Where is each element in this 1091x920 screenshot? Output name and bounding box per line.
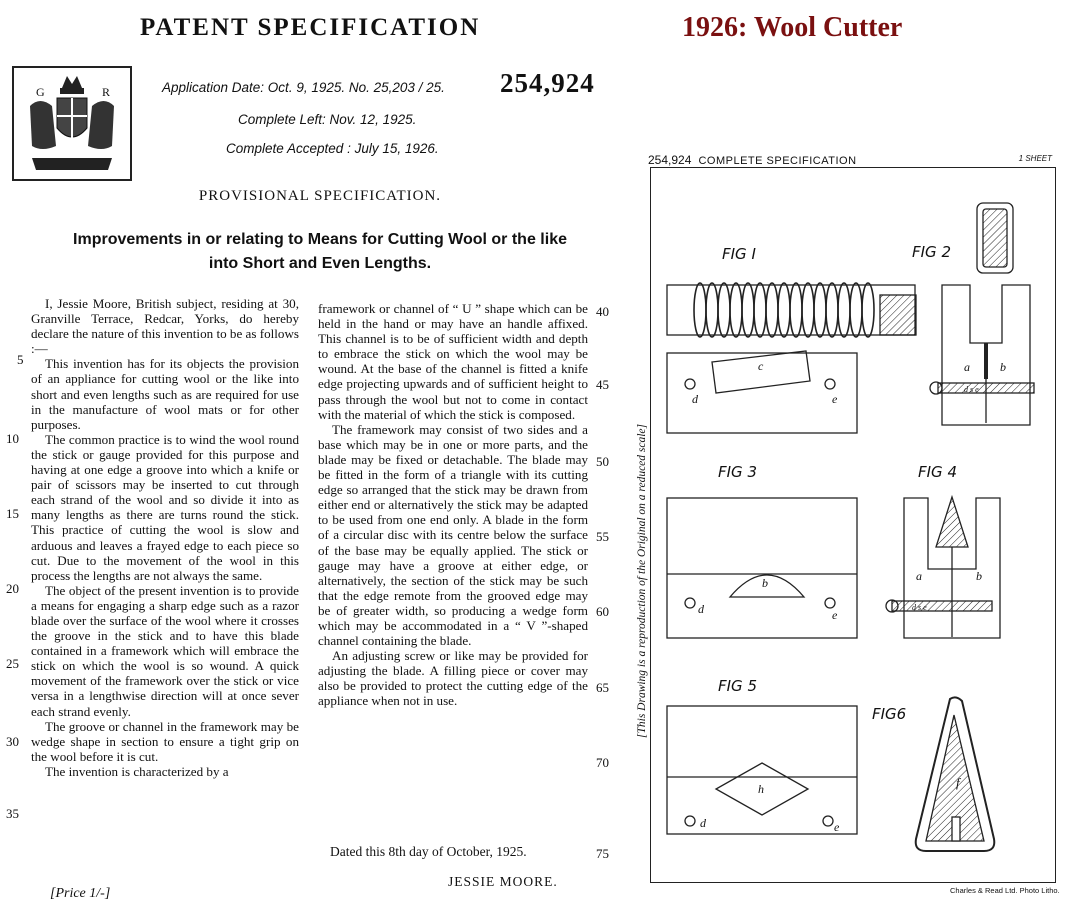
paragraph: The groove or channel in the framework may be wedge shape in section to ensure a tight grip on the wool before it is cut.	[31, 718, 299, 764]
line-number: 45	[596, 377, 609, 392]
part-label: d	[698, 602, 704, 616]
line-number: 60	[596, 604, 609, 619]
part-label: f	[956, 775, 960, 790]
royal-crest-icon	[12, 66, 132, 181]
paragraph: An adjusting screw or like may be provided for adjusting the blade. A filling piece or cover may also be provided to protect the cutting edge of the appliance when not in use.	[318, 648, 588, 709]
paragraph: The common practice is to wind the wool round the stick or gauge provided for this purpose and having at one edge a groove into which a knife or pair of scissors may be inserted to cut through each strand of the wool and so divide it into as many lengths as there are turns round the stick. This practice of cutting the wool is slow and arduous and leaves a frayed edge to each piece so cut. Due to the movement of the wool in this process the lengths are not always the same.	[31, 431, 299, 583]
line-number: 50	[596, 454, 609, 469]
svg-text:R: R	[102, 85, 111, 99]
fig-label: FIG 3	[718, 463, 757, 481]
line-number: 15	[6, 506, 19, 521]
part-label: d	[692, 392, 698, 406]
part-label: e	[834, 820, 840, 834]
side-note	[634, 350, 648, 740]
part-label: d s e	[964, 385, 979, 394]
part-label: a	[964, 360, 970, 374]
line-number: 20	[6, 581, 19, 596]
part-label: c	[758, 359, 764, 373]
part-label: b	[1000, 360, 1006, 374]
patent-drawing	[650, 167, 1056, 883]
dated-line: Dated this 8th day of October, 1925.	[330, 844, 527, 859]
provisional-heading: PROVISIONAL SPECIFICATION.	[198, 188, 442, 204]
line-number: 65	[596, 680, 609, 695]
complete-left-date: Complete Left: Nov. 12, 1925.	[238, 112, 417, 127]
invention-title	[0, 228, 640, 276]
part-label: d s e	[912, 603, 927, 612]
part-label: h	[758, 782, 764, 796]
paragraph: The invention is characterized by a	[45, 763, 229, 779]
patent-heading: PATENT SPECIFICATION	[140, 14, 481, 41]
fig2-drawing	[930, 203, 1034, 425]
part-label: e	[832, 608, 838, 622]
part-label: b	[976, 569, 982, 583]
fig4-drawing	[886, 497, 1000, 638]
line-number: 40	[596, 304, 609, 319]
paragraph: I, Jessie Moore, British subject, residing at 30, Granville Terrace, Redcar, Yorks, do hereby declare the nature of this invention to be as follows :—	[31, 296, 299, 357]
fig-label: FIG 2	[912, 243, 951, 261]
part-label: e	[832, 392, 838, 406]
line-number: 10	[6, 431, 19, 446]
line-number: 25	[6, 656, 19, 671]
complete-accepted-date: Complete Accepted : July 15, 1926.	[226, 141, 439, 156]
fig1-drawing	[667, 283, 916, 433]
part-label: b	[762, 576, 768, 590]
printer-credit: Charles & Read Ltd. Photo Litho.	[950, 886, 1060, 895]
sheet-title: COMPLETE SPECIFICATION	[698, 155, 857, 167]
spec-column-2	[318, 301, 588, 709]
application-date: Application Date: Oct. 9, 1925. No. 25,203 / 25.	[162, 80, 445, 95]
sheet-count: 1 SHEET	[1018, 154, 1052, 163]
patent-number: 254,924	[500, 68, 595, 98]
line-number: 35	[6, 806, 19, 821]
fig5-drawing	[667, 706, 857, 834]
paragraph: The object of the present invention is to provide a means for engaging a sharp edge such as a razor blade over the surface of the wool where it crosses the groove in the stick and to have this blade contained in a framework which will embrace the stick on which the wool is so wound. A quick movement of the framework over the stick or vice versa in a lengthwise direction will at once sever each strand evenly.	[31, 582, 299, 719]
price: [Price 1/-]	[50, 886, 111, 901]
sheet-header	[648, 153, 1056, 167]
line-number: 75	[596, 846, 609, 861]
part-label: a	[916, 569, 922, 583]
signature: JESSIE MOORE.	[448, 874, 558, 889]
invention-title-line1: Improvements in or relating to Means for Cutting Wool or the like	[73, 231, 567, 248]
side-note-text: [This Drawing is a reproduction of the Original on a reduced scale]	[636, 423, 648, 738]
line-number: 5	[17, 352, 24, 367]
spec-column-1	[31, 296, 299, 779]
invention-title-line2: into Short and Even Lengths.	[208, 255, 432, 272]
part-label: d	[700, 816, 706, 830]
fig3-drawing	[667, 498, 857, 638]
svg-text:G: G	[36, 85, 45, 99]
line-number: 55	[596, 529, 609, 544]
paragraph: This invention has for its objects the provision of an appliance for cutting wool or the like into short and even lengths such as are required for use in the manufacture of wool mats or for other purposes.	[31, 356, 299, 432]
fig-label: FIG 4	[918, 463, 957, 481]
display-title: 1926: Wool Cutter	[682, 12, 903, 43]
line-number: 30	[6, 734, 19, 749]
fig6-drawing	[916, 697, 995, 851]
line-number: 70	[596, 755, 609, 770]
sheet-number: 254,924	[648, 153, 692, 167]
fig-label: FIG I	[722, 245, 756, 263]
fig-label: FIG6	[872, 705, 907, 723]
paragraph: framework or channel of “ U ” shape which can be held in the hand or may have an handle affixed. This channel is to be of sufficient width and depth to embrace the stick on which the wool may be wound. At the base of the channel is fitted a knife edge projecting upwards and of sufficient height to pass through the wool but not to come in contact with the material of which the stick is composed.	[318, 301, 588, 422]
fig-label: FIG 5	[718, 677, 757, 695]
paragraph: The framework may consist of two sides and a base which may be in one or more parts, and the blade may be fixed or detachable. The blade may be fitted in the form of a triangle with its cutting edge so arranged that the stick may be drawn from either end or alternatively the stick may be adapted to be used from one end only. A blade in the form of a circular disc with its centre below the surface of the base may be equally applied. The stick or gauge may have a groove at either edge, or alternatively, the section of the stick may be such that the edge remote from the grooved edge may be of greater width, so producing a wedge form which may be accommodated in a “ V ”-shaped channel containing the blade.	[318, 421, 588, 649]
